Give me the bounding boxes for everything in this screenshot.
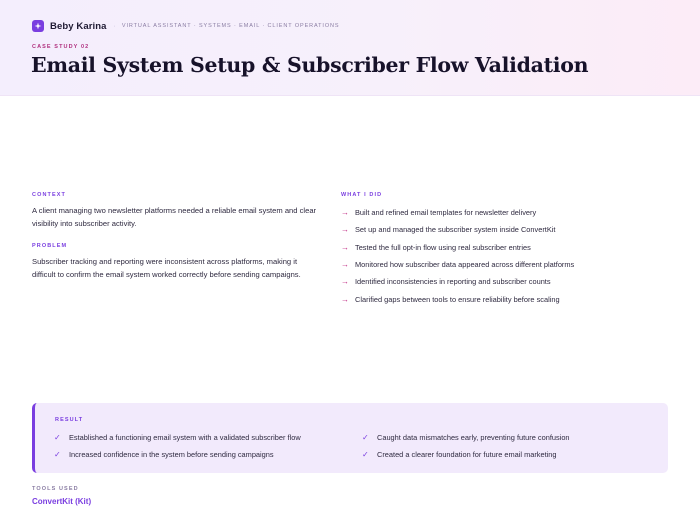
- list-item-text: Identified inconsistencies in reporting and subscriber counts: [355, 277, 551, 287]
- result-item-text: Increased confidence in the system before sending campaigns: [69, 450, 274, 459]
- list-item: [341, 204, 574, 221]
- context-text: A client managing two newsletter platforms needed a reliable email system and clear visibility into subscriber activity.: [32, 206, 317, 228]
- what-i-did-list: [341, 204, 574, 308]
- brand-name: Beby Karina: [50, 20, 107, 32]
- context-label: CONTEXT: [32, 192, 66, 198]
- list-item-text: Set up and managed the subscriber system inside ConvertKit: [355, 225, 556, 235]
- problem-label: PROBLEM: [32, 243, 68, 249]
- result-item: [362, 450, 557, 459]
- list-item: [341, 239, 574, 256]
- list-item: [341, 273, 574, 290]
- result-item: [362, 433, 570, 442]
- page-title: Email System Setup & Subscriber Flow Validation: [31, 53, 589, 77]
- sparkle-icon: [32, 20, 44, 32]
- case-study-label: CASE STUDY 02: [32, 44, 90, 50]
- list-item-text: Monitored how subscriber data appeared across different platforms: [355, 260, 575, 270]
- check-icon: ✓: [54, 433, 61, 442]
- arrow-right-icon: →: [341, 294, 349, 304]
- result-item: [54, 450, 274, 459]
- list-item: [341, 221, 574, 238]
- result-item: [54, 433, 301, 442]
- brand[interactable]: [32, 19, 339, 33]
- result-item-text: Caught data mismatches early, preventing future confusion: [377, 433, 570, 442]
- result-item-text: Established a functioning email system with a validated subscriber flow: [69, 433, 301, 442]
- hero-header: [0, 0, 700, 96]
- tools-used-value: ConvertKit (Kit): [32, 497, 92, 506]
- list-item: [341, 290, 574, 307]
- result-card: [32, 403, 668, 473]
- result-label: RESULT: [55, 417, 84, 423]
- list-item-text: Built and refined email templates for newsletter delivery: [355, 208, 537, 218]
- arrow-right-icon: →: [341, 208, 349, 218]
- tools-used-label: TOOLS USED: [32, 486, 79, 492]
- check-icon: ✓: [54, 450, 61, 459]
- what-i-did-label: WHAT I DID: [341, 192, 383, 198]
- arrow-right-icon: →: [341, 225, 349, 235]
- arrow-right-icon: →: [341, 260, 349, 270]
- arrow-right-icon: →: [341, 242, 349, 252]
- brand-tags: VIRTUAL ASSISTANT · SYSTEMS · EMAIL · CLIENT OPERATIONS: [121, 23, 340, 29]
- list-item: [341, 256, 574, 273]
- arrow-right-icon: →: [341, 277, 349, 287]
- check-icon: ✓: [362, 450, 369, 459]
- result-item-text: Created a clearer foundation for future email marketing: [377, 450, 557, 459]
- list-item-text: Clarified gaps between tools to ensure reliability before scaling: [355, 294, 560, 304]
- brand-separator: ·: [113, 22, 116, 30]
- problem-text: Subscriber tracking and reporting were inconsistent across platforms, making it difficult to confirm the email system worked correctly before sending campaigns.: [32, 257, 301, 279]
- check-icon: ✓: [362, 433, 369, 442]
- list-item-text: Tested the full opt-in flow using real subscriber entries: [355, 242, 531, 252]
